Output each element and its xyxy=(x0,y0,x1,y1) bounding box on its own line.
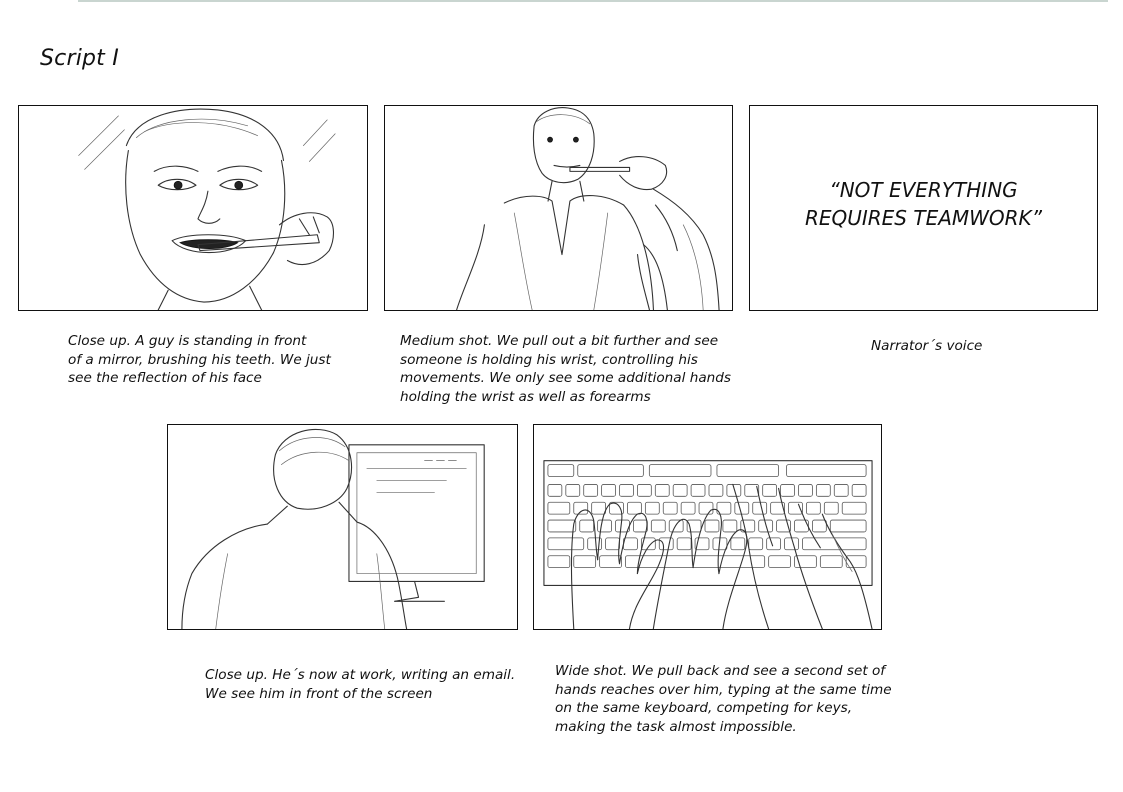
page-title: Script I xyxy=(40,46,119,71)
storyboard-frame-5 xyxy=(533,424,882,630)
man-at-computer-sketch xyxy=(168,425,517,629)
storyboard-frame-3 xyxy=(749,105,1098,311)
medium-shot-sketch xyxy=(385,106,732,310)
face-closeup-sketch xyxy=(19,106,367,310)
frame-2-caption: Medium shot. We pull out a bit further and see someone is holding his wrist, controlling his movements. We only see some additional hands holding the wrist as well as forearms xyxy=(400,333,732,405)
frame-3-quote: “NOT EVERYTHING REQUIRES TEAMWORK” xyxy=(804,178,1043,230)
frame-5-caption: Wide shot. We pull back and see a second set of hands reaches over him, typing at the same time on the same keyboard, competing for keys, making the task almost impossible. xyxy=(555,663,892,735)
hands-on-keyboard-sketch xyxy=(534,425,881,629)
frame-4-caption: Close up. He´s now at work, writing an email. We see him in front of the screen xyxy=(205,667,516,702)
frame-1-caption: Close up. A guy is standing in front of a mirror, brushing his teeth. We just see the reflection of his face xyxy=(68,333,331,387)
storyboard-frame-1 xyxy=(18,105,368,311)
frame-3-caption: Narrator´s voice xyxy=(871,338,983,354)
storyboard-frame-2 xyxy=(384,105,733,311)
top-rule xyxy=(78,0,1108,2)
storyboard-frame-4 xyxy=(167,424,518,630)
